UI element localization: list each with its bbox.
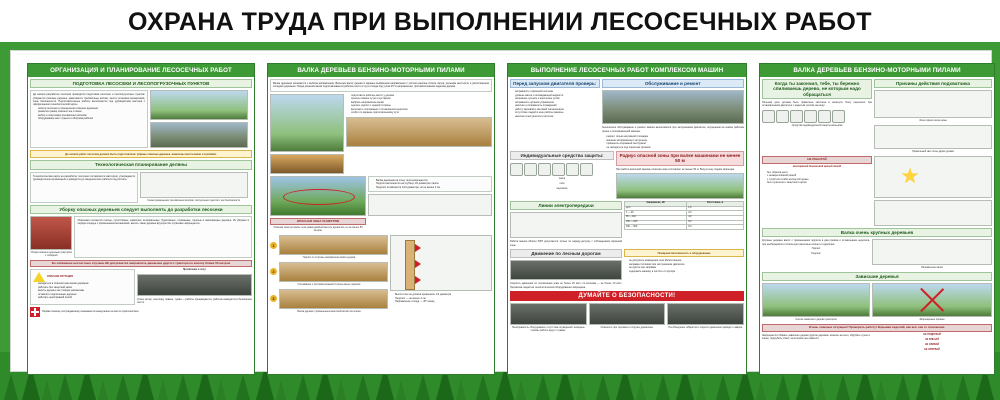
step-1-caption: Подпил со стороны направления валки дерева	[302, 256, 356, 260]
panel-organization	[27, 63, 255, 375]
chainsaw-boots-icon	[818, 110, 831, 123]
list-item: • не находиться под поднятым органом	[607, 146, 745, 150]
diagram-forbidden-methods	[872, 283, 992, 317]
kickback-caption-1: Правильный хват пилы двумя руками	[912, 150, 954, 154]
no-work-title: НЕ РАБОТАЙ	[762, 156, 872, 164]
list-item: • исправность тормозной системы	[515, 90, 600, 94]
list-item: • осмотр лесосеки и определение опасных деревьев	[38, 107, 145, 111]
before-start-items	[510, 90, 600, 118]
title-band	[0, 0, 1000, 44]
think-caption-0: Неисправность оборудования, отсутствие ограждений, неверные приёмы работы ведут к травме.	[511, 326, 585, 332]
service-text: Техническое обслуживание и ремонт машин выполняются при заглушённом двигателе, опущенном на землю рабочем органе и заторможенной машине.	[601, 126, 744, 133]
table-cell: 6,0	[687, 225, 744, 230]
section-title-dangerous-trees: Уборку опасных деревьев следует выполнять до разработки лесосеки	[30, 205, 252, 214]
page-title: ОХРАНА ТРУДА ПРИ ВЫПОЛНЕНИИ ЛЕСОСЕЧНЫХ РАБОТ	[128, 7, 872, 36]
gloves-icon	[552, 163, 565, 176]
step-2-caption: Спиливание с противоположной стороны выше подпила	[297, 282, 361, 286]
diagram-stump	[270, 154, 344, 174]
section-title-felling-cuts: Валка очень крупных деревьев	[762, 228, 992, 237]
think-safety-banner: ДУМАЙТЕ О БЕЗОПАСНОСТИ!	[510, 291, 744, 301]
list-item: • работать без защитной каски	[38, 286, 132, 290]
list-item: • выбор и подготовка трелёвочных волоков	[38, 114, 145, 118]
panel-3-header: ВЫПОЛНЕНИЕ ЛЕСОСЕЧНЫХ РАБОТ КОМПЛЕКСОМ МАШИН	[508, 64, 746, 77]
photo-tractor	[30, 216, 72, 250]
felling-intro	[270, 79, 492, 92]
panel-2-header: ВАЛКА ДЕРЕВЬЕВ БЕНЗИНО-МОТОРНЫМИ ПИЛАМИ	[268, 64, 494, 77]
powerlines-text: Работа машин вблизи ЛЭП допускается только по наряду-допуску с соблюдением охранной зоны.	[510, 240, 622, 247]
list-item: • работать неисправной пилой	[38, 296, 132, 300]
gloves-icon	[804, 110, 817, 123]
list-item: • выбрать направление валки	[351, 101, 492, 105]
diagram-log-cross-section	[874, 200, 992, 226]
diagram-tech-map	[140, 172, 248, 198]
vest-icon	[580, 163, 593, 176]
first-aid-text: Первая помощь пострадавшему оказывается немедленно на месте происшествия.	[42, 310, 140, 314]
panel-chainsaw-felling	[267, 63, 495, 375]
section-title-arrival: Когда ты закончил, тебе, ты бережно спиливаешь дерево, не которым надо обращаться	[762, 79, 872, 99]
list-item: • оставлять подпиленные деревья	[38, 293, 132, 297]
ppe-caption: Средства индивидуальной защиты вальщика	[791, 123, 843, 127]
fire-items	[624, 259, 744, 273]
section-title-hung-trees: Зависшие деревья	[762, 272, 992, 281]
panel-2-body	[268, 77, 494, 374]
warning-triangle-icon	[33, 272, 45, 282]
panel-3-body	[508, 77, 746, 374]
section-title-tech-map: Технологическая планирование деляны	[30, 160, 252, 169]
diagram-cut-scheme	[368, 194, 492, 216]
arrival-text: Пильная цепь должна быть правильно заточена и натянута. Пилу переносят при остановленном двигателе с надетым чехлом на шину.	[762, 100, 872, 108]
preparation-text: До начала разработки лесосеки проводится подготовка лесосеки и лесопогрузочных пунктов: убираются опасные деревья, намечаются трелёвочные волоки, места установки механизмов, зоны безопасности. Подготовительные работы выполняются под руководством мастера с оформлением технологической карты.	[33, 93, 145, 107]
felling-cut-caption-2: Направление валки	[921, 266, 943, 270]
table-cell: 5,0	[687, 220, 744, 225]
ppe-item-1: очки	[559, 182, 565, 186]
preparation-bullets	[33, 107, 145, 121]
list-item: • наличие и исправность ограждений	[515, 104, 600, 108]
forbidden-bullets	[33, 282, 132, 300]
list-item: • содержать машину в чистоте от мусора	[629, 270, 744, 274]
prohibition-item-0: НЕ ПОДРУБАЙ	[923, 332, 941, 336]
list-item: • Высота пня не должна превышать 1/3 диаметра	[395, 293, 492, 297]
danger-zone-badge: ОПАСНАЯ ЗОНА 50 МЕТРОВ	[270, 218, 366, 226]
step-number-1: 1	[270, 242, 277, 249]
weather-title: Проявление в лесу:	[182, 268, 207, 272]
forbidden-title: Во избежание несчастных случаев НЕ допускается направлять движение другого трактора по волоку ближе 50 метров	[30, 260, 252, 268]
diagram-undercut	[346, 117, 492, 147]
ppe-item-2: наушники	[556, 187, 568, 191]
table-cell: 35 — 110	[625, 215, 687, 220]
section-title-ppe: Индивидуальные средства защиты:	[510, 151, 614, 160]
list-item: • уровень масла и охлаждающей жидкости	[515, 94, 600, 98]
diagram-correct-grip	[874, 125, 992, 149]
panel-1-header: ОРГАНИЗАЦИЯ И ПЛАНИРОВАНИЕ ЛЕСОСЕЧНЫХ РАБОТ	[28, 64, 254, 77]
section-title-danger-zone: Радиус опасной зоны при валке машинами не менее 50 м	[616, 151, 744, 166]
step-number-2: 2	[270, 268, 277, 275]
list-item: • исправность органов управления	[515, 101, 600, 105]
section-title-transport: Движение по лесным дорогам	[510, 249, 622, 258]
list-item: • Недопил — не менее 2 см	[395, 297, 492, 301]
think-caption-2: Несоблюдение габаритов и скорости движения приводит к аварии.	[668, 326, 743, 330]
green-frame	[0, 42, 1000, 400]
photo-step-3	[279, 289, 388, 309]
hung-tree-caption-1: Запрещённые приёмы	[919, 318, 945, 322]
diagram-kickback-zone	[874, 90, 992, 118]
panel-machine-complex	[507, 63, 747, 375]
list-item: • отойти по заранее подготовленному пути	[351, 111, 492, 115]
section-title-kickback: Причины действия подхватчика	[874, 79, 992, 88]
chaps-icon	[832, 110, 845, 123]
poster-board	[10, 50, 992, 372]
list-item: • не допускать разведения огня вблизи машин	[629, 259, 744, 263]
tech-map-text: Технологическая карта на разработку лесосеки составляется мастером, утверждается руководителем организации и доводится до сведения всех рабочих под роспись.	[33, 174, 135, 182]
photo-timber-truck	[510, 260, 622, 280]
table-cell: 1 — 20	[625, 211, 687, 216]
list-item: • срезать нижние сучья и кустарник	[351, 97, 492, 101]
list-item: • ремонт только на ровной площадке	[607, 135, 745, 139]
boots-icon	[566, 163, 579, 176]
list-item: • Подпил выполняется на глубину 1/4 диаметра ствола.	[376, 182, 489, 186]
panel-1-body	[28, 77, 254, 374]
very-danger-banner: Очень опасные ситуации! Проверять работу! Взрывая изделий, как всё, как то положение.	[762, 324, 992, 332]
list-item: • Недопил оставляется 1/10 диаметра, но не менее 2 см.	[376, 186, 489, 190]
transport-text: Скорость движения по лесовозным усам не более 20 км/ч, по волокам — не более 10 км/ч. Перевозка людей на технологическом оборудовании запрещена.	[510, 282, 622, 289]
felling-intro-text: Валка деревьев начинается с выбора направления. Вальщик валит дерево в заранее выбранном направлении с учётом наклона ствола, ветра, рельефа местности и расположения соседних деревьев. Перед началом валки подготавливается рабочее место и пути отхода под углом 45° в направлении, противоположном падению дерева.	[273, 82, 489, 89]
danger-zone-caption: Опасная зона при валке леса равна двойной высоте древостоя, но не менее 50 метров.	[273, 226, 363, 233]
step-number-3: 3	[270, 295, 277, 302]
list-item: • сделать подпил с нужной стороны	[351, 104, 492, 108]
table-cell: 2,0	[687, 211, 744, 216]
kickback-spark-icon	[901, 167, 919, 185]
first-aid-cross-icon	[30, 307, 40, 317]
table-row	[625, 225, 744, 230]
list-item: • заправка топливом при заглушённом двигателе	[629, 263, 744, 267]
list-item: • натяжение гусениц и крепление узлов	[515, 97, 600, 101]
helmet-icon	[762, 110, 775, 123]
panel-4-header: ВАЛКА ДЕРЕВЬЕВ БЕНЗИНО-МОТОРНЫМИ ПИЛАМИ	[760, 64, 994, 77]
prohibition-item-3: НЕ ОБРУБАЙ	[924, 347, 940, 351]
photo-accident-1	[510, 303, 587, 325]
table-header: Расстояние, м	[687, 201, 744, 206]
felling-cut-caption-0: Подпил	[811, 247, 821, 251]
section-title-service: Обслуживание и ремонт	[602, 79, 745, 88]
diagram-big-tree-cut	[872, 239, 992, 265]
felling-cut-caption-1: Недопил	[811, 251, 821, 255]
list-item: • без тормоза цепи	[767, 171, 872, 175]
list-item: • применять исправный инструмент	[607, 142, 745, 146]
photo-forest-plot	[150, 90, 248, 120]
photo-marking-crew	[150, 122, 248, 148]
list-item: • с тупой или слабо натянутой цепью	[767, 178, 872, 182]
list-item: • наличие огнетушителя и аптечки	[515, 115, 600, 119]
goggles-icon	[524, 163, 537, 176]
table-cell: 330 — 500	[625, 225, 687, 230]
earmuffs-icon	[790, 110, 803, 123]
diagram-machine-danger-zone	[616, 173, 744, 199]
prohibition-item-2: НЕ СБИВАЙ	[924, 342, 940, 346]
section-title-preparation: ПОДГОТОВКА ЛЕСОСЕКИ И ЛЕСОПОГРУЗОЧНЫХ ПУНКТОВ	[30, 79, 252, 88]
photo-step-2	[279, 262, 388, 282]
powerline-distance-table	[624, 201, 744, 230]
list-item: • не курить при заправке	[629, 266, 744, 270]
danger-zone-text: При работе валочной машины опасная зона составляет не менее 50 м. Вход в зону людям запрещён.	[616, 167, 735, 171]
list-item: • без глушителя и защитного щитка	[767, 181, 872, 185]
section-title-powerlines: Линии электропередачи	[510, 201, 622, 210]
list-item: • находиться в опасной зоне валки деревьев	[38, 282, 132, 286]
diagram-danger-zone	[270, 176, 366, 216]
no-work-items	[762, 171, 872, 185]
photo-accident-2	[589, 303, 666, 325]
felling-cuts-text: Крупные деревья валят с применением подпила в два приёма и оставлением недопила, при необходимости используют валочные клинья и гидроклин.	[762, 239, 870, 246]
hung-tree-caption-0: Снятие зависшего дерева трактором	[795, 318, 837, 322]
diagram-hung-tree-removal	[762, 283, 870, 317]
list-item: • валить деревья на стоящие механизмы	[38, 289, 132, 293]
table-cell: 4,0	[687, 215, 744, 220]
earmuffs-icon	[538, 163, 551, 176]
prohibition-cross-icon	[873, 284, 991, 316]
steps-right-notes	[390, 293, 492, 304]
service-items	[602, 135, 745, 149]
list-item: • разметка границ опасных зон и пасек	[38, 110, 145, 114]
dangerous-trees-caption: Уборка опасных деревьев трактором с лебёдкой	[30, 250, 72, 257]
list-item: • отсутствие людей в зоне работы машины	[515, 111, 600, 115]
diagram-stem-sections	[390, 235, 492, 291]
ppe-item-0: каска	[558, 177, 566, 181]
tech-map-caption: Схема размещения трелёвочных волоков, погрузочных пунктов и зон безопасности.	[147, 198, 241, 202]
photo-step-1	[279, 235, 388, 255]
dangerous-trees-text: Опасными считаются гнилые, сухостойные, зависшие, ветровальные, буреломные, сломанные, горелые и наклонённые деревья. Их убирают в первую очередь с применением механизмов, валить такие деревья вручную без страховки запрещается.	[77, 218, 249, 226]
photo-harvester	[602, 90, 745, 124]
list-item: • подготовить рабочее место у дерева	[351, 94, 492, 98]
photo-accident-3	[667, 303, 744, 325]
weather-text: Гроза, ветер, снегопад, ливень, туман — работы прекращаются, рабочие выводятся в безопасное место.	[137, 298, 252, 305]
panel-chainsaw-safety	[759, 63, 995, 375]
forbidden-subtitle: ОПАСНАЯ СИТУАЦИЯ	[47, 274, 73, 278]
list-item: • Валка деревьев на стену леса запрещается.	[376, 179, 489, 183]
diagram-powerline	[510, 212, 622, 238]
list-item: • оборудование мест отдыха и обогрева рабочих	[38, 117, 145, 121]
helmet-icon	[510, 163, 523, 176]
table-cell: до 1	[625, 206, 687, 211]
table-cell: 150 — 220	[625, 220, 687, 225]
list-item: • с незакреплённой шиной	[767, 174, 872, 178]
panel-4-body	[760, 77, 994, 374]
preparation-note: До начала работ лесосека должна быть подготовлена: убраны опасные деревья, намечены места валки и трелёвки.	[30, 150, 252, 158]
photo-weather	[137, 274, 252, 296]
table-cell: 1,5	[687, 206, 744, 211]
list-item: • выполнить спиливание с оставлением недопила	[351, 108, 492, 112]
list-item: • работу звуковой и световой сигнализации	[515, 108, 600, 112]
table-header: Напряжение, кВ	[625, 201, 687, 206]
prohibition-item-1: НЕ ВЛЕЗАЙ	[925, 337, 939, 341]
no-work-subtitle: неисправной бензиновой цепной пилой!	[792, 164, 842, 168]
very-danger-text: Запрещается сбивать зависшее дерево другим деревом, влезать на него, обрубать сучья и корни, подрубать ствол, на котором оно зависло.	[762, 333, 870, 341]
step-3-caption: Валка дерева с применением валочной вилки или клина	[297, 309, 361, 313]
fire-title: Пожарная безопасность и оборудование	[624, 249, 744, 257]
kickback-caption-0: Зона отдачи носка шины	[919, 119, 947, 123]
section-title-before-start: Перед запуском двигателя проверь:	[510, 79, 600, 88]
felling-points	[346, 94, 492, 115]
face-shield-icon	[776, 110, 789, 123]
diagram-kickback-hazard	[874, 156, 992, 198]
think-caption-1: Опасность при трелёвке и погрузке древесины.	[600, 326, 654, 330]
diagram-felling-direction	[270, 94, 344, 152]
list-item: • машина заторможена и заглушена	[607, 139, 745, 143]
zone-notes	[371, 179, 489, 190]
list-item: • Направление отхода — 45° назад	[395, 300, 492, 304]
